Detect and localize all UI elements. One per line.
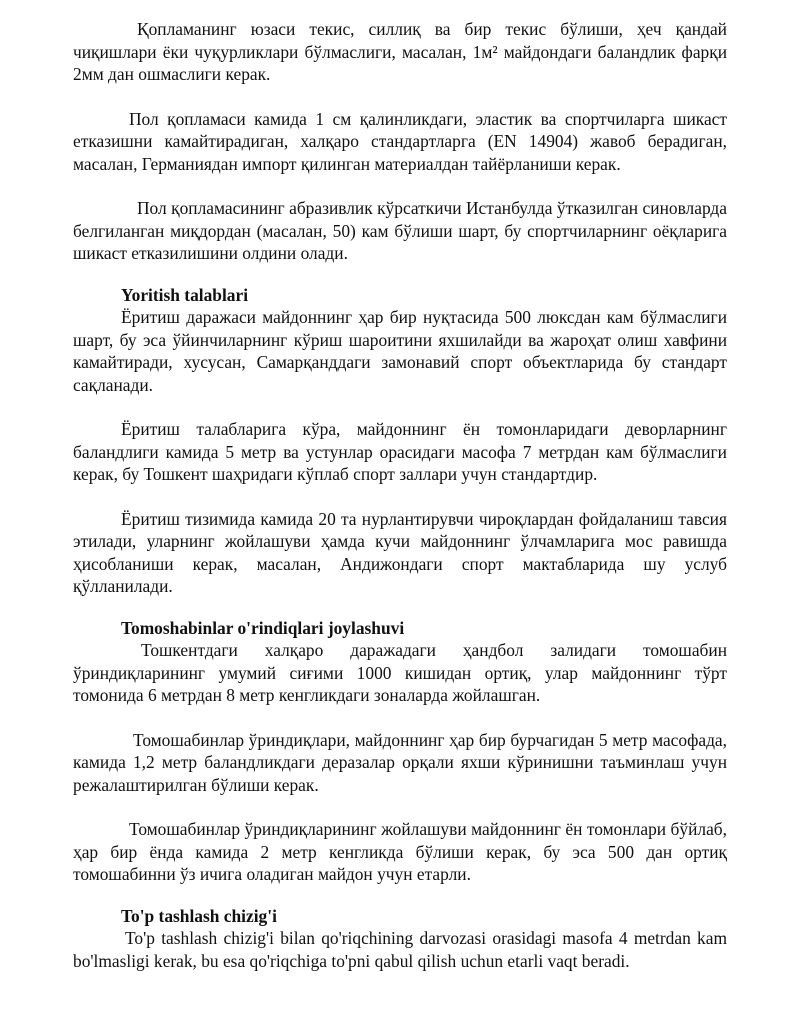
paragraph-lamps: Ёритиш тизимида камида 20 та нурлантирувчи чироқлардан фойдаланиш тавсия этилади, уларнинг жойлашуви ҳамда кучи майдоннинг ўлчамларига мос равишда ҳисобланиши керак, масалан, Андижондаги спорт мактабларида шу услуб қўлланилади.: [73, 508, 727, 596]
paragraph-wall-height: Ёритиш талабларига кўра, майдоннинг ён томонларидаги деворларнинг баландлиги камида 5 метр ва устунлар орасидаги масофа 7 метрдан кам бўлмаслиги керак, бу Тошкент шаҳридаги кўплаб спорт заллари учун стандартдир.: [73, 419, 727, 484]
paragraph-throw-line-distance: To'p tashlash chizig'i bilan qo'riqchining darvozasi orasidagi masofa 4 metrdan kam bo'lmasligi kerak, bu esa qo'riqchiga to'pni qabul qilish uchun etarli vaqt beradi.: [73, 928, 727, 971]
paragraph-seating-capacity: Тошкентдаги халқаро даражадаги ҳандбол залидаги томошабин ўриндиқларининг умумий сиғими 1000 кишидан ортиқ, улар майдоннинг тўрт томонида 6 метрдан 8 метр кенгликдаги зоналарда жойлашган.: [73, 640, 727, 705]
heading-lighting-requirements: Yoritish talablari: [121, 284, 249, 305]
document-page: [73, 18, 727, 972]
heading-spectator-seating: Tomoshabinlar o'rindiqlari joylashuvi: [121, 617, 405, 638]
paragraph-floor-thickness: Пол қопламаси камида 1 см қалинликдаги, эластик ва спортчиларга шикаст етказишни камайтирадиган, халқаро стандартларга (EN 14904) жавоб берадиган, масалан, Германиядан импорт қилинган материалдан тайёрланиши керак.: [73, 108, 727, 174]
paragraph-seating-sides: Томошабинлар ўриндиқларининг жойлашуви майдоннинг ён томонлари бўйлаб, ҳар бир ёнда камида 2 метр кенгликда бўлиши керак, бу эса 500 дан ортиқ томошабинни ўз ичига оладиган майдон учун етарли.: [73, 819, 727, 884]
heading-throw-line: To'p tashlash chizig'i: [121, 905, 277, 926]
paragraph-abrasion: Пол қопламасининг абразивлик кўрсаткичи Истанбулда ўтказилган синовларда белгиланган миқдордан (масалан, 50) кам бўлиши шарт, бу спортчиларнинг оёқларига шикаст етказилишини олдини олади.: [73, 198, 727, 263]
paragraph-seating-visibility: Томошабинлар ўриндиқлари, майдоннинг ҳар бир бурчагидан 5 метр масофада, камида 1,2 метр баландликдаги деразалар орқали яхши кўринишни таъминлаш учун режалаштирилган бўлиши керак.: [73, 729, 727, 795]
paragraph-surface-flatness: Қопламанинг юзаси текис, силлиқ ва бир текис бўлиши, ҳеч қандай чиқишлари ёки чуқурликлари бўлмаслиги, масалан, 1м² майдондаги баландлик фарқи 2мм дан ошмаслиги керак.: [73, 19, 727, 84]
paragraph-lux-level: Ёритиш даражаси майдоннинг ҳар бир нуқтасида 500 люксдан кам бўлмаслиги шарт, бу эса ўйинчиларнинг кўриш шароитини яхшилайди ва жароҳат олиш хавфини камайтиради, хусусан, Самарқанддаги замонавий спорт объектларида бу стандарт сақланади.: [73, 307, 727, 395]
